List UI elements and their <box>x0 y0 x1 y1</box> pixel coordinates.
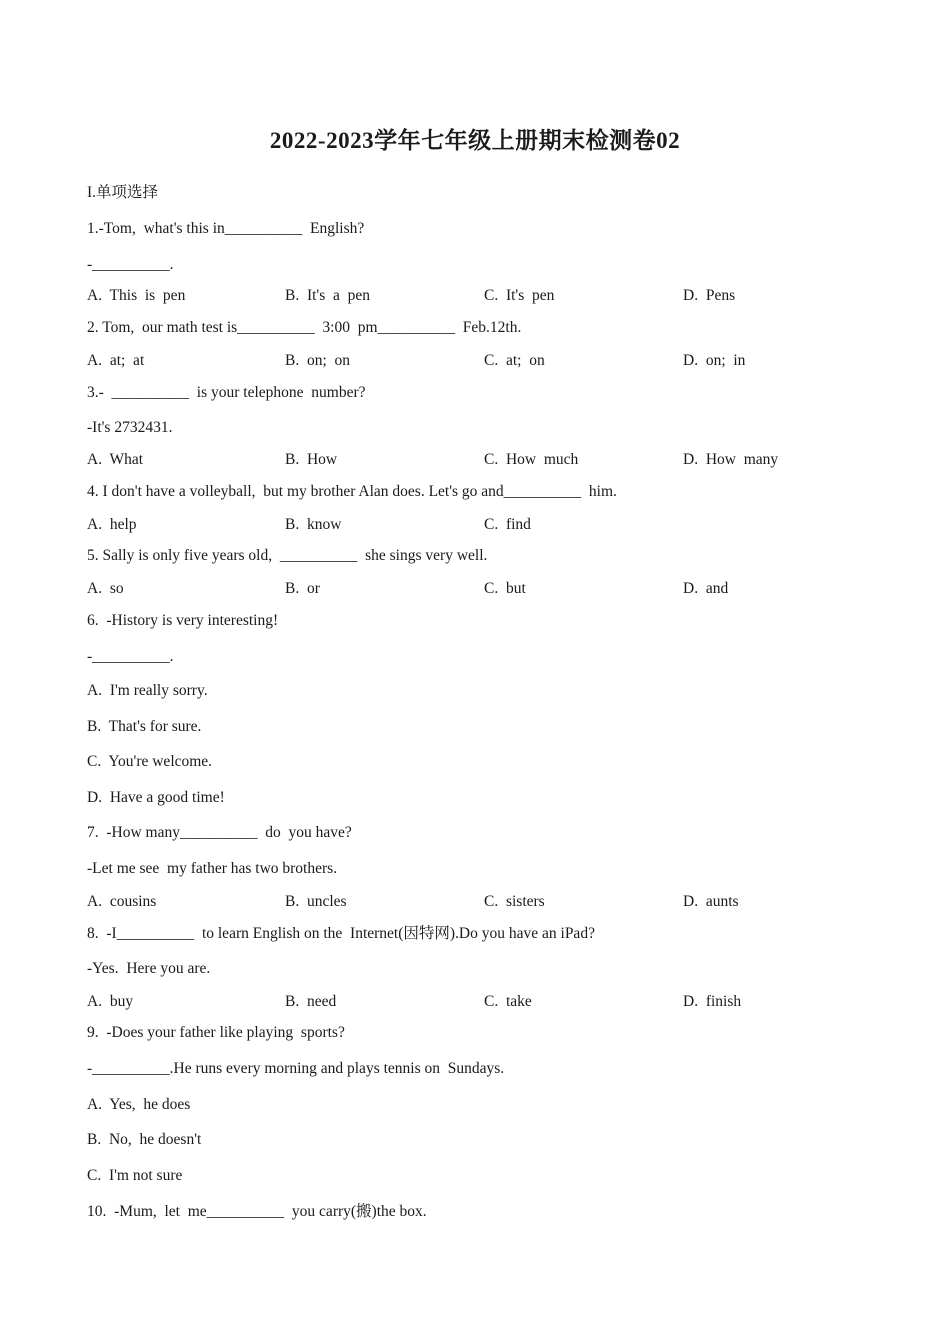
section-heading: I.单项选择 <box>87 184 159 201</box>
q8-option-a[interactable]: A. buy <box>87 993 134 1010</box>
q1-option-b[interactable]: B. It's a pen <box>285 287 371 304</box>
question-5-stem: 5. Sally is only five years old, __________ she sings very well. <box>87 547 488 564</box>
q8-option-d[interactable]: D. finish <box>683 993 742 1010</box>
q1-option-d[interactable]: D. Pens <box>683 287 736 304</box>
question-3-stem: 3.- __________ is your telephone number? <box>87 384 366 401</box>
question-1-reply: -__________. <box>87 256 174 273</box>
page-title: 2022-2023学年七年级上册期末检测卷02 <box>269 128 681 153</box>
q5-option-a[interactable]: A. so <box>87 580 124 597</box>
q6-option-a[interactable]: A. I'm really sorry. <box>87 682 208 699</box>
q9-option-b[interactable]: B. No, he doesn't <box>87 1131 202 1148</box>
q5-option-c[interactable]: C. but <box>484 580 526 597</box>
q6-option-d[interactable]: D. Have a good time! <box>87 789 225 806</box>
q6-option-b[interactable]: B. That's for sure. <box>87 718 202 735</box>
q5-option-d[interactable]: D. and <box>683 580 729 597</box>
q4-option-c[interactable]: C. find <box>484 516 531 533</box>
q3-option-a[interactable]: A. What <box>87 451 144 468</box>
q1-option-a[interactable]: A. This is pen <box>87 287 186 304</box>
question-6-reply: -__________. <box>87 648 174 665</box>
q2-option-b[interactable]: B. on; on <box>285 352 351 369</box>
q7-option-c[interactable]: C. sisters <box>484 893 545 910</box>
question-7-reply: -Let me see my father has two brothers. <box>87 860 338 877</box>
question-2-stem: 2. Tom, our math test is__________ 3:00 pm__________ Feb.12th. <box>87 319 522 336</box>
question-6-stem: 6. -History is very interesting! <box>87 612 279 629</box>
question-3-reply: -It's 2732431. <box>87 419 173 436</box>
question-8-reply: -Yes. Here you are. <box>87 960 211 977</box>
q2-option-c[interactable]: C. at; on <box>484 352 545 369</box>
q9-option-c[interactable]: C. I'm not sure <box>87 1167 183 1184</box>
q7-option-b[interactable]: B. uncles <box>285 893 347 910</box>
q9-option-a[interactable]: A. Yes, he does <box>87 1096 191 1113</box>
q4-option-a[interactable]: A. help <box>87 516 137 533</box>
q3-option-d[interactable]: D. How many <box>683 451 779 468</box>
question-8-stem: 8. -I__________ to learn English on the Internet(因特网).Do you have an iPad? <box>87 925 595 942</box>
q7-option-a[interactable]: A. cousins <box>87 893 157 910</box>
q8-option-b[interactable]: B. need <box>285 993 337 1010</box>
q7-option-d[interactable]: D. aunts <box>683 893 739 910</box>
q2-option-d[interactable]: D. on; in <box>683 352 746 369</box>
q2-option-a[interactable]: A. at; at <box>87 352 145 369</box>
q6-option-c[interactable]: C. You're welcome. <box>87 753 213 770</box>
q3-option-b[interactable]: B. How <box>285 451 338 468</box>
q4-option-b[interactable]: B. know <box>285 516 342 533</box>
q8-option-c[interactable]: C. take <box>484 993 532 1010</box>
question-9-reply: -__________.He runs every morning and plays tennis on Sundays. <box>87 1060 505 1077</box>
q1-option-c[interactable]: C. It's pen <box>484 287 555 304</box>
q5-option-b[interactable]: B. or <box>285 580 320 597</box>
q3-option-c[interactable]: C. How much <box>484 451 579 468</box>
question-1-stem: 1.-Tom, what's this in__________ English? <box>87 220 365 237</box>
question-9-stem: 9. -Does your father like playing sports? <box>87 1024 345 1041</box>
question-4-stem: 4. I don't have a volleyball, but my brother Alan does. Let's go and__________ him. <box>87 483 617 500</box>
question-10-stem: 10. -Mum, let me__________ you carry(搬)the box. <box>87 1203 427 1220</box>
question-7-stem: 7. -How many__________ do you have? <box>87 824 352 841</box>
